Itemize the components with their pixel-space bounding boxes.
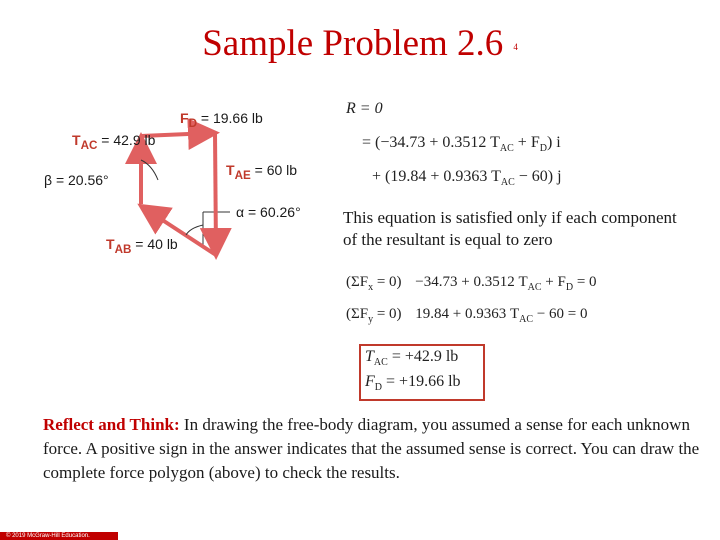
sum-fx-equation bbox=[346, 274, 597, 293]
tae-value: = 60 lb bbox=[254, 162, 298, 178]
tac-subscript: AC bbox=[80, 138, 98, 152]
tae-subscript: AE bbox=[234, 168, 251, 182]
tae-symbol: T bbox=[226, 162, 235, 178]
result-tac-sub: AC bbox=[373, 357, 388, 369]
resultant-equation bbox=[346, 100, 383, 118]
eq-j-sub1: AC bbox=[500, 177, 515, 189]
eq-i-part2: + F bbox=[513, 134, 540, 151]
eq-j-part1: + (19.84 + 0.9363 T bbox=[372, 168, 501, 185]
sum-fy-rhs-tail: − 60 = 0 bbox=[533, 306, 588, 322]
equation-j-component bbox=[372, 168, 562, 188]
tae-label bbox=[226, 162, 297, 182]
eq-i-sub1: AC bbox=[499, 143, 514, 155]
sum-fx-rhs: −34.73 + 0.3512 T bbox=[415, 274, 528, 290]
tae-vector bbox=[215, 133, 216, 252]
sum-fx-rhs-end: + F bbox=[541, 274, 566, 290]
eq-i-tail: ) i bbox=[546, 134, 561, 151]
tab-value: = 40 lb bbox=[135, 236, 178, 252]
reflect-lead: Reflect and Think: bbox=[43, 415, 180, 434]
reflect-paragraph bbox=[43, 413, 703, 485]
copyright-footer: © 2019 McGraw-Hill Education. bbox=[0, 532, 118, 540]
tac-label bbox=[72, 132, 155, 152]
results-box bbox=[359, 344, 485, 401]
sum-fy-rhs-sub: AC bbox=[519, 314, 534, 325]
tab-subscript: AB bbox=[114, 242, 132, 256]
sum-fx-rhs-sub2: D bbox=[565, 282, 574, 293]
fd-symbol: F bbox=[180, 110, 189, 126]
tab-label bbox=[106, 236, 178, 256]
sum-fx-eq: = 0) bbox=[373, 274, 402, 290]
fd-value: = 19.66 lb bbox=[200, 110, 263, 126]
result-fd-value: = +19.66 lb bbox=[386, 373, 461, 390]
resultant-line: R = 0 bbox=[346, 100, 383, 117]
tab-symbol: T bbox=[106, 236, 115, 252]
fd-subscript: D bbox=[188, 116, 197, 130]
sum-fy-rhs: 19.84 + 0.9363 T bbox=[415, 306, 520, 322]
tac-symbol: T bbox=[72, 132, 81, 148]
reflect-body: In drawing the free-body diagram, you assumed a sense for each unknown force. A positive sign in the answer indicates that the assumed sense is correct. You can draw the complete force polygon (above) to check the results. bbox=[43, 415, 700, 482]
sum-fy-eq: = 0) bbox=[373, 306, 402, 322]
result-tac bbox=[365, 348, 458, 368]
result-fd bbox=[365, 373, 461, 393]
beta-arc bbox=[141, 160, 158, 180]
force-polygon-diagram bbox=[40, 100, 330, 270]
sum-fx-sub: x bbox=[368, 282, 374, 293]
alpha-label: α = 60.26° bbox=[236, 204, 301, 220]
eq-i-part1: = (−34.73 + 0.3512 T bbox=[362, 134, 500, 151]
sum-fy-equation bbox=[346, 306, 588, 325]
eq-j-tail: − 60) j bbox=[514, 168, 562, 185]
tac-value: = 42.9 lb bbox=[101, 132, 156, 148]
result-fd-sub: D bbox=[374, 382, 383, 394]
slide-title bbox=[0, 22, 720, 65]
equation-i-component bbox=[362, 134, 561, 154]
eq-i-sub2: D bbox=[539, 143, 547, 155]
result-tac-value: = +42.9 lb bbox=[391, 348, 459, 365]
title-suffix: 4 bbox=[513, 41, 518, 52]
fd-label bbox=[180, 110, 263, 130]
statement-text: This equation is satisfied only if each component of the resultant is equal to zero bbox=[343, 208, 677, 249]
sum-fx-rhs-tail: = 0 bbox=[573, 274, 597, 290]
sum-fy-lhs: (ΣF bbox=[346, 306, 369, 322]
sum-fy-sub: y bbox=[368, 314, 374, 325]
result-tac-symbol: T bbox=[365, 348, 374, 365]
beta-label: β = 20.56° bbox=[44, 172, 109, 188]
result-fd-symbol: F bbox=[365, 373, 375, 390]
alpha-arc bbox=[186, 225, 203, 235]
title-text: Sample Problem 2.6 bbox=[202, 23, 504, 64]
sum-fx-rhs-sub: AC bbox=[527, 282, 542, 293]
sum-fx-lhs: (ΣF bbox=[346, 274, 369, 290]
